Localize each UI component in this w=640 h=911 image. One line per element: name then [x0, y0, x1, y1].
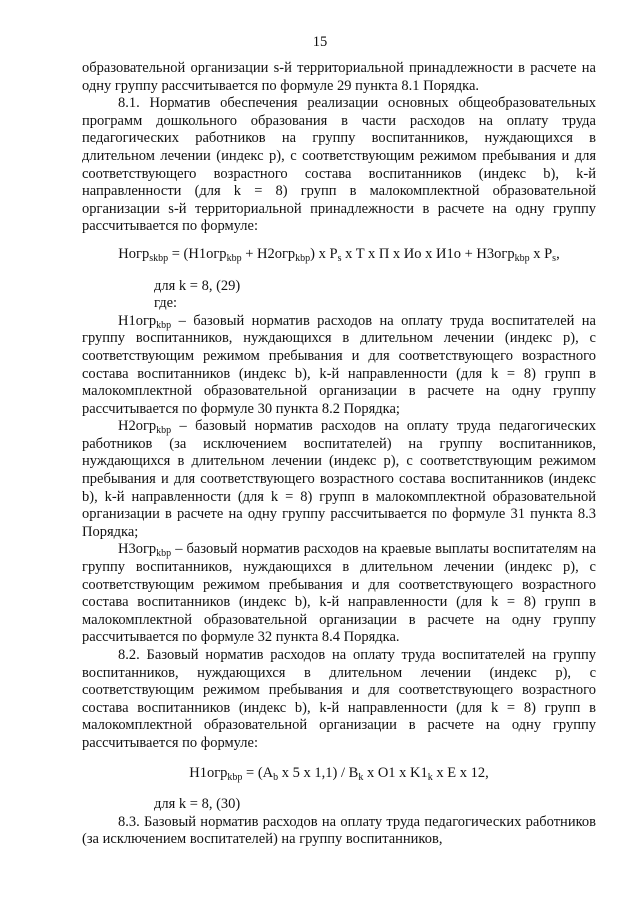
definition-h3: H3огр$_{kbp}$ – базовый норматив расходов на краевые выплаты воспитателям на группу воспитанников, нуждающихся в длительном лечении (индекс р), с соответствующим режимом пребывания и для соответствующего возрастного состава воспитанников (индекс b), k-й направленности (для k = 8) групп в малокомплектной образовательной организации в расчете на одну группу рассчитывается по формуле 32 пункта 8.4 Порядка. [82, 541, 596, 646]
paragraph-8-1: 8.1. Норматив обеспечения реализации основных общеобразовательных программ дошкольного образования в части расходов на оплату труда педагогических работников на группу воспитанников, нуждающихся в длительном лечении (индекс р), с соответствующим режимом пребывания и для соответствующего возрастного состава воспитанников (индекс b), k-й направленности (для k = 8) групп в малокомплектной образовательной организации s-й территориальной принадлежности в расчете на одну группу рассчитывается по формуле: [82, 95, 596, 235]
document-body [82, 60, 596, 849]
formula-30: $H1огр_{kbp} = (A_b$ x 5 x $1,1) / B_k$ x O1 x $K1_k$ x E x 12, [189, 764, 489, 783]
formula-30-condition: для k = 8, (30) [154, 796, 241, 813]
page-number: 15 [312, 34, 328, 50]
paragraph-8-2: 8.2. Базовый норматив расходов на оплату труда воспитателей на группу воспитанников, нуждающихся в длительном лечении (индекс р), с соответствующим режимом пребывания и для соответствующего возрастного состава воспитанников (индекс b), k-й направленности (для k = 8) групп в малокомплектной образовательной организации в расчете на одну группу рассчитывается по формуле: [82, 647, 596, 751]
paragraph-8-3: 8.3. Базовый норматив расходов на оплату труда педагогических работников (за исключением воспитателей) на группу воспитанников, [82, 813, 596, 848]
definition-h1: H1огр$_{kbp}$ – базовый норматив расходов на оплату труда воспитателей на группу воспитанников, нуждающихся в длительном лечении (индекс р), с соответствующим режимом пребывания и для соответствующего возрастного состава воспитанников (индекс b), k-й направленности (для k = 8) групп в малокомплектной образовательной организации в расчете на одну группу рассчитывается по формуле 30 пункта 8.2 Порядка; [82, 312, 596, 417]
where-label: где: [154, 295, 178, 312]
paragraph-continuation: образовательной организации s-й территориальной принадлежности в расчете на одну группу рассчитывается по формуле 29 пункта 8.1 Порядка. [82, 60, 596, 94]
definition-h2: H2огр$_{kbp}$ – базовый норматив расходов на оплату труда педагогических работников (за исключением воспитателей) на группу воспитанников, нуждающихся в длительном лечении (индекс р), с соответствующим режимом пребывания и для соответствующего возрастного состава воспитанников (индекс b), k-й направленности (для k = 8) групп в малокомплектной образовательной организации в расчете на одну группу рассчитывается по формуле 31 пункта 8.3 Порядка; [82, 418, 597, 540]
formula-29: Hогр$_{skbp}$ = (H1огр$_{kbp}$ + H2огр$_{kbp}$) x $P_s$ x T x П x Ио x И1о + H3огр$_{kbp}$ x $P_s$, [118, 245, 560, 264]
formula-29-condition: для k = 8, (29) [154, 277, 241, 294]
